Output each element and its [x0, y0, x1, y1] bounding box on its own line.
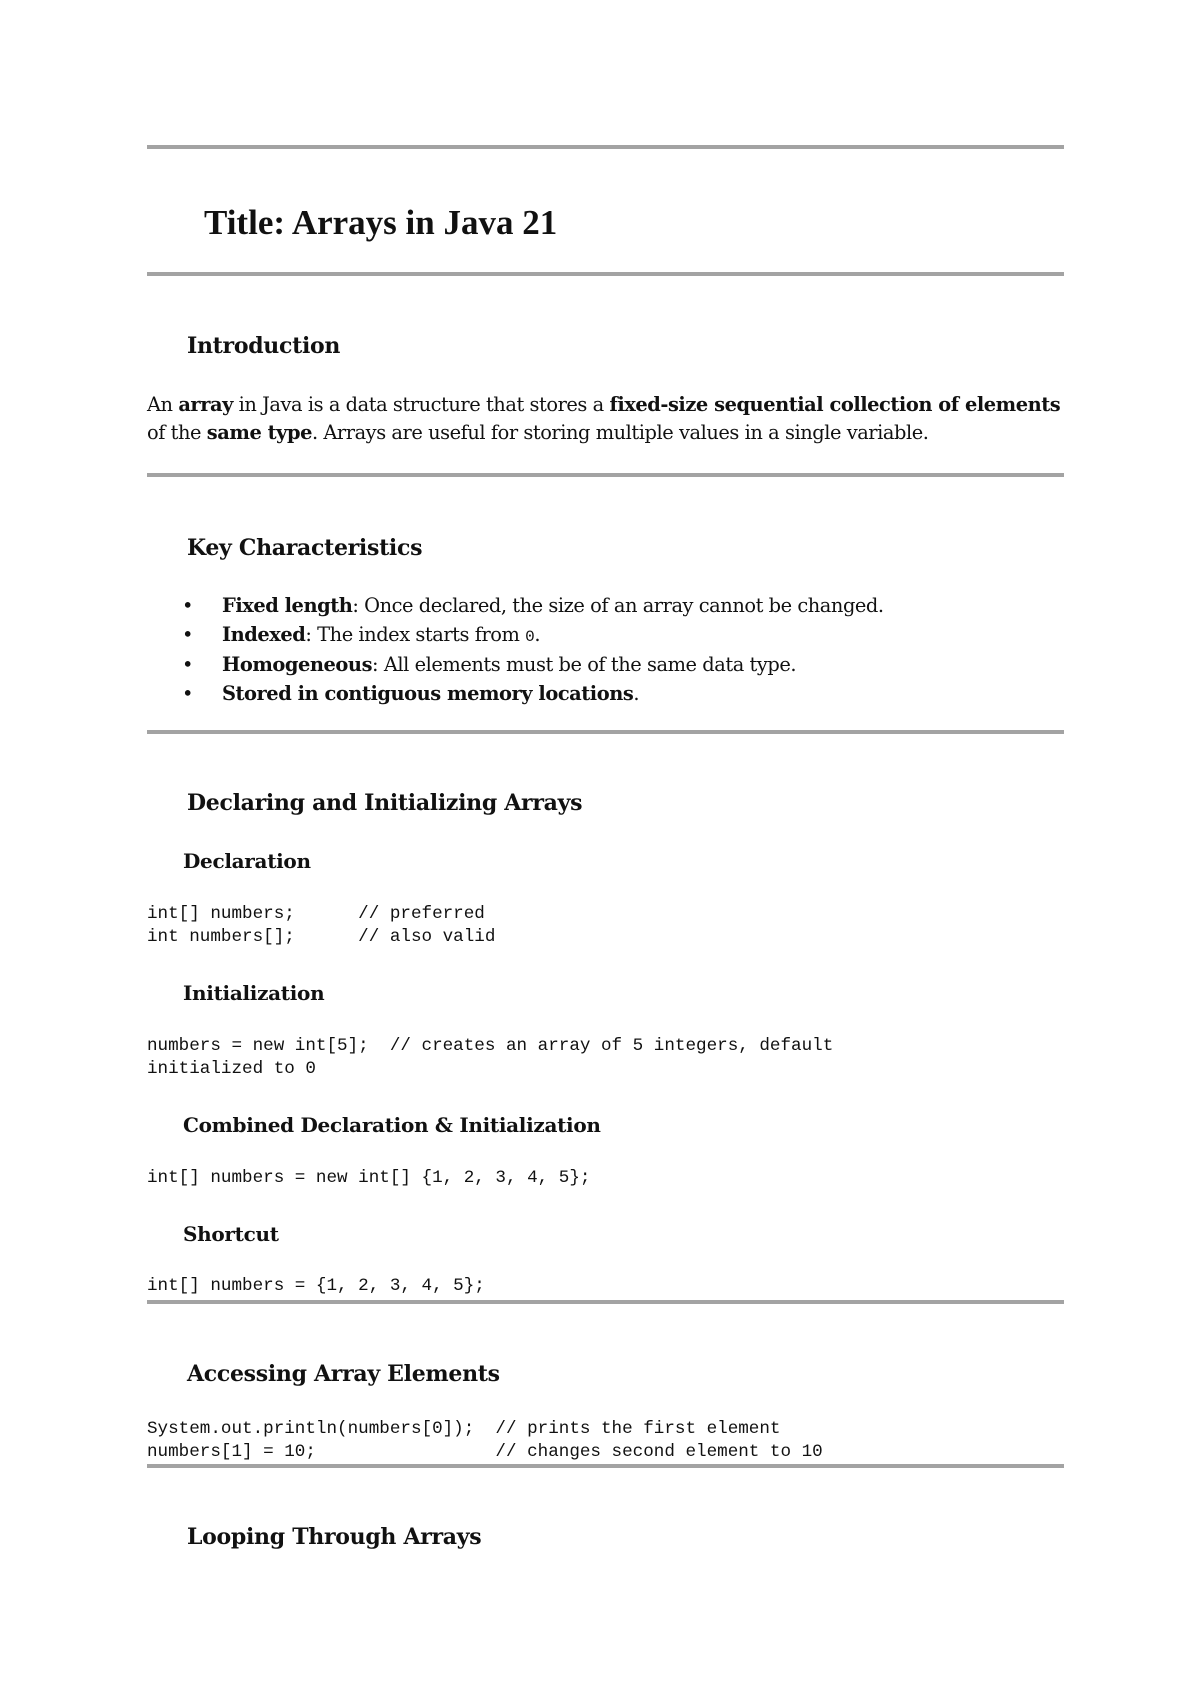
horizontal-rule: [147, 473, 1064, 477]
item-text: : Once declared, the size of an array cannot be changed.: [352, 594, 884, 617]
bullet-icon: •: [182, 594, 193, 617]
accessing-code-block: System.out.println(numbers[0]); // prints the first element numbers[1] = 10; // changes second element to 10: [147, 1419, 823, 1462]
horizontal-rule: [147, 1300, 1064, 1304]
item-label: Indexed: [222, 622, 306, 646]
list-item: [182, 680, 884, 709]
list-item: [182, 651, 884, 680]
item-text: .: [534, 622, 541, 646]
declaration-code-block: int[] numbers; // preferred int numbers[]; // also valid: [147, 904, 496, 947]
intro-text: An: [147, 393, 179, 416]
item-label: Stored in contiguous memory locations: [222, 681, 634, 705]
key-characteristics-heading: Key Characteristics: [187, 535, 423, 561]
accessing-heading: Accessing Array Elements: [187, 1361, 500, 1387]
item-label: Homogeneous: [222, 653, 373, 676]
horizontal-rule: [147, 272, 1064, 276]
combined-subheading: Combined Declaration & Initialization: [183, 1113, 601, 1137]
characteristics-list: [182, 592, 884, 708]
bullet-icon: •: [182, 681, 193, 705]
item-text: : The index starts from: [305, 622, 526, 646]
looping-heading: Looping Through Arrays: [187, 1524, 482, 1550]
introduction-heading: Introduction: [187, 333, 341, 359]
horizontal-rule: [147, 1464, 1064, 1468]
item-text: .: [633, 681, 640, 705]
intro-text: . Arrays are useful for storing multiple values in a single variable.: [311, 421, 929, 444]
item-label: Fixed length: [222, 594, 353, 617]
horizontal-rule: [147, 730, 1064, 734]
list-item: [182, 621, 884, 652]
bullet-icon: •: [182, 622, 193, 646]
horizontal-rule: [147, 145, 1064, 149]
declaration-subheading: Declaration: [183, 849, 311, 873]
intro-bold-same-type: same type: [206, 421, 312, 444]
shortcut-subheading: Shortcut: [183, 1222, 279, 1246]
intro-bold-array: array: [178, 393, 233, 416]
introduction-paragraph: [147, 391, 1067, 447]
list-item: [182, 592, 884, 621]
bullet-icon: •: [182, 653, 193, 676]
initialization-code-block: numbers = new int[5]; // creates an array of 5 integers, default initialized to 0: [147, 1036, 834, 1079]
initialization-subheading: Initialization: [183, 981, 325, 1005]
page-title: Title: Arrays in Java 21: [204, 203, 558, 242]
intro-bold-collection: fixed-size sequential collection of elements: [609, 393, 1061, 416]
shortcut-code-block: int[] numbers = {1, 2, 3, 4, 5};: [147, 1276, 485, 1296]
combined-code-block: int[] numbers = new int[] {1, 2, 3, 4, 5};: [147, 1168, 591, 1188]
item-text: : All elements must be of the same data type.: [372, 653, 797, 676]
intro-text: in Java is a data structure that stores a: [232, 393, 610, 416]
item-inline-code: 0: [525, 627, 535, 646]
declaring-heading: Declaring and Initializing Arrays: [187, 790, 583, 816]
intro-text: of the: [147, 421, 207, 444]
